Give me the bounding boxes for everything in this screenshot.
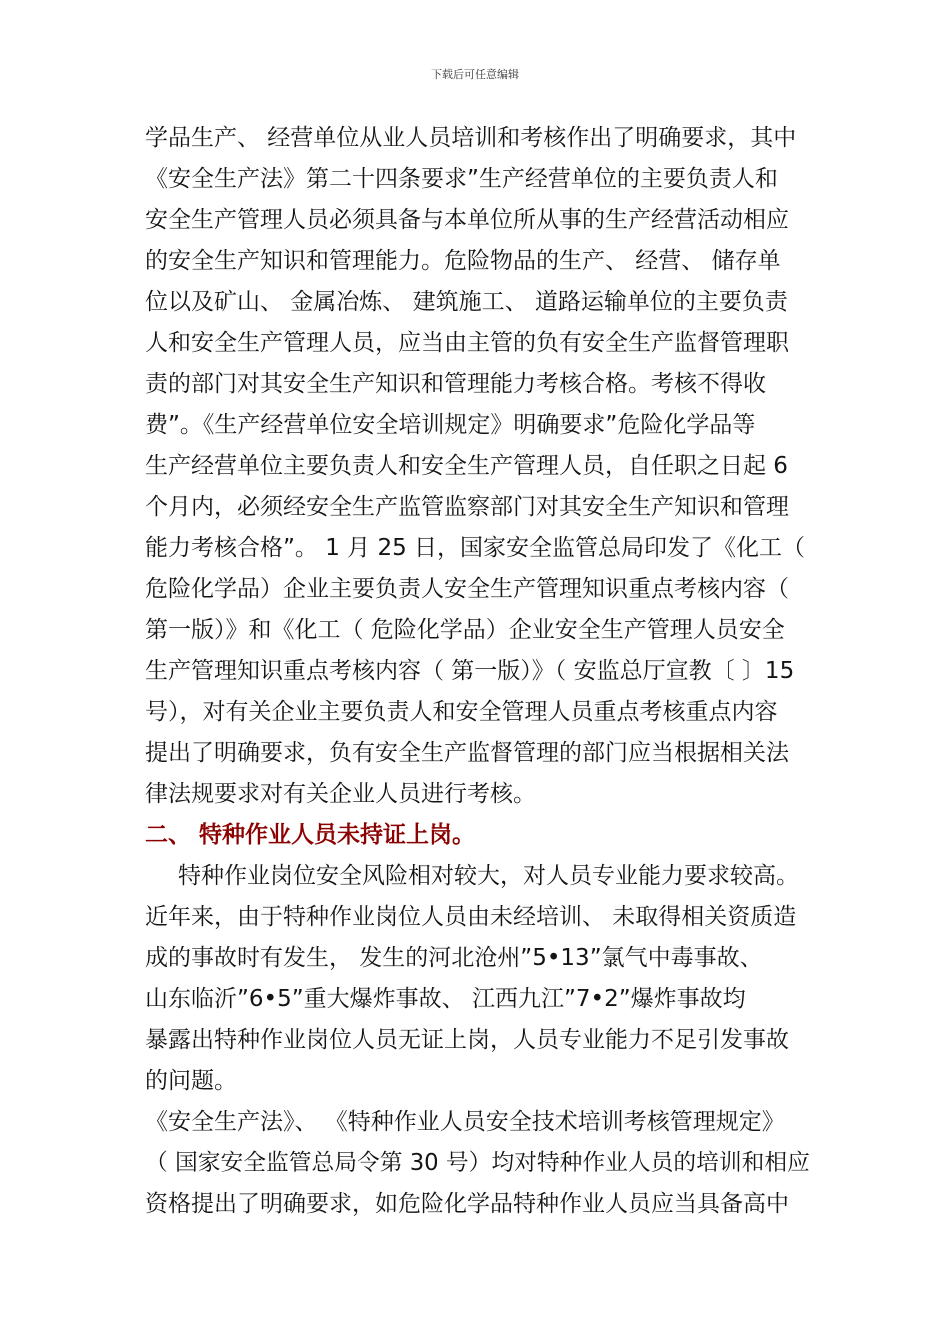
text-line: 律法规要求对有关企业人员进行考核。 — [145, 781, 536, 807]
page-header: 下载后可任意编辑 — [431, 68, 519, 81]
text-line: 成的事故时有发生， 发生的河北沧州”5•13”氯气中毒事故、 — [145, 945, 763, 971]
text-line: 暴露出特种作业岗位人员无证上岗，人员专业能力不足引发事故 — [145, 1027, 789, 1053]
text-line: 安全生产管理人员必须具备与本单位所从事的生产经营活动相应 — [145, 207, 789, 233]
text-line: 生产经营单位主要负责人和安全生产管理人员，自任职之日起 6 — [145, 453, 788, 479]
text-line: 位以及矿山、 金属冶炼、 建筑施工、 道路运输单位的主要负责 — [145, 289, 788, 315]
text-line: 第一版）》和《化工（ 危险化学品）企业安全生产管理人员安全 — [145, 617, 785, 643]
text-line: 人和安全生产管理人员，应当由主管的负有安全生产监督管理职 — [145, 330, 789, 356]
text-line: 危险化学品）企业主要负责人安全生产管理知识重点考核内容（ — [145, 576, 789, 602]
text-line: 责的部门对其安全生产知识和管理能力考核合格。考核不得收 — [145, 371, 766, 397]
text-line: 《安全生产法》、 《特种作业人员安全技术培训考核管理规定》 — [145, 1109, 785, 1135]
text-line: 号），对有关企业主要负责人和安全管理人员重点考核重点内容 — [145, 699, 778, 725]
text-line: （ 国家安全监管总局令第 30 号）均对特种作业人员的培训和相应 — [145, 1150, 810, 1176]
document-body — [145, 118, 810, 1225]
text-line: 特种作业岗位安全风险相对较大，对人员专业能力要求较高。 — [178, 863, 799, 889]
text-line: 个月内，必须经安全生产监管监察部门对其安全生产知识和管理 — [145, 494, 789, 520]
text-line: 费”。《生产经营单位安全培训规定》明确要求”危险化学品等 — [145, 412, 756, 438]
text-line: 《安全生产法》第二十四条要求”生产经营单位的主要负责人和 — [145, 166, 778, 192]
text-line: 的安全生产知识和管理能力。危险物品的生产、 经营、 储存单 — [145, 248, 781, 274]
section-heading: 二、 特种作业人员未持证上岗。 — [145, 822, 476, 848]
text-line: 近年来，由于特种作业岗位人员由未经培训、 未取得相关资质造 — [145, 904, 797, 930]
text-line: 学品生产、 经营单位从业人员培训和考核作出了明确要求，其中 — [145, 125, 797, 151]
text-line: 提出了明确要求，负有安全生产监督管理的部门应当根据相关法 — [145, 740, 789, 766]
text-line: 生产管理知识重点考核内容（ 第一版）》（ 安监总厅宣教〔 〕15 — [145, 658, 795, 684]
text-line: 能力考核合格”。 1 月 25 日，国家安全监管总局印发了《化工（ — [145, 535, 806, 561]
text-line: 的问题。 — [145, 1068, 237, 1094]
text-line: 山东临沂”6•5”重大爆炸事故、 江西九江”7•2”爆炸事故均 — [145, 986, 746, 1012]
text-line: 资格提出了明确要求，如危险化学品特种作业人员应当具备高中 — [145, 1191, 789, 1217]
